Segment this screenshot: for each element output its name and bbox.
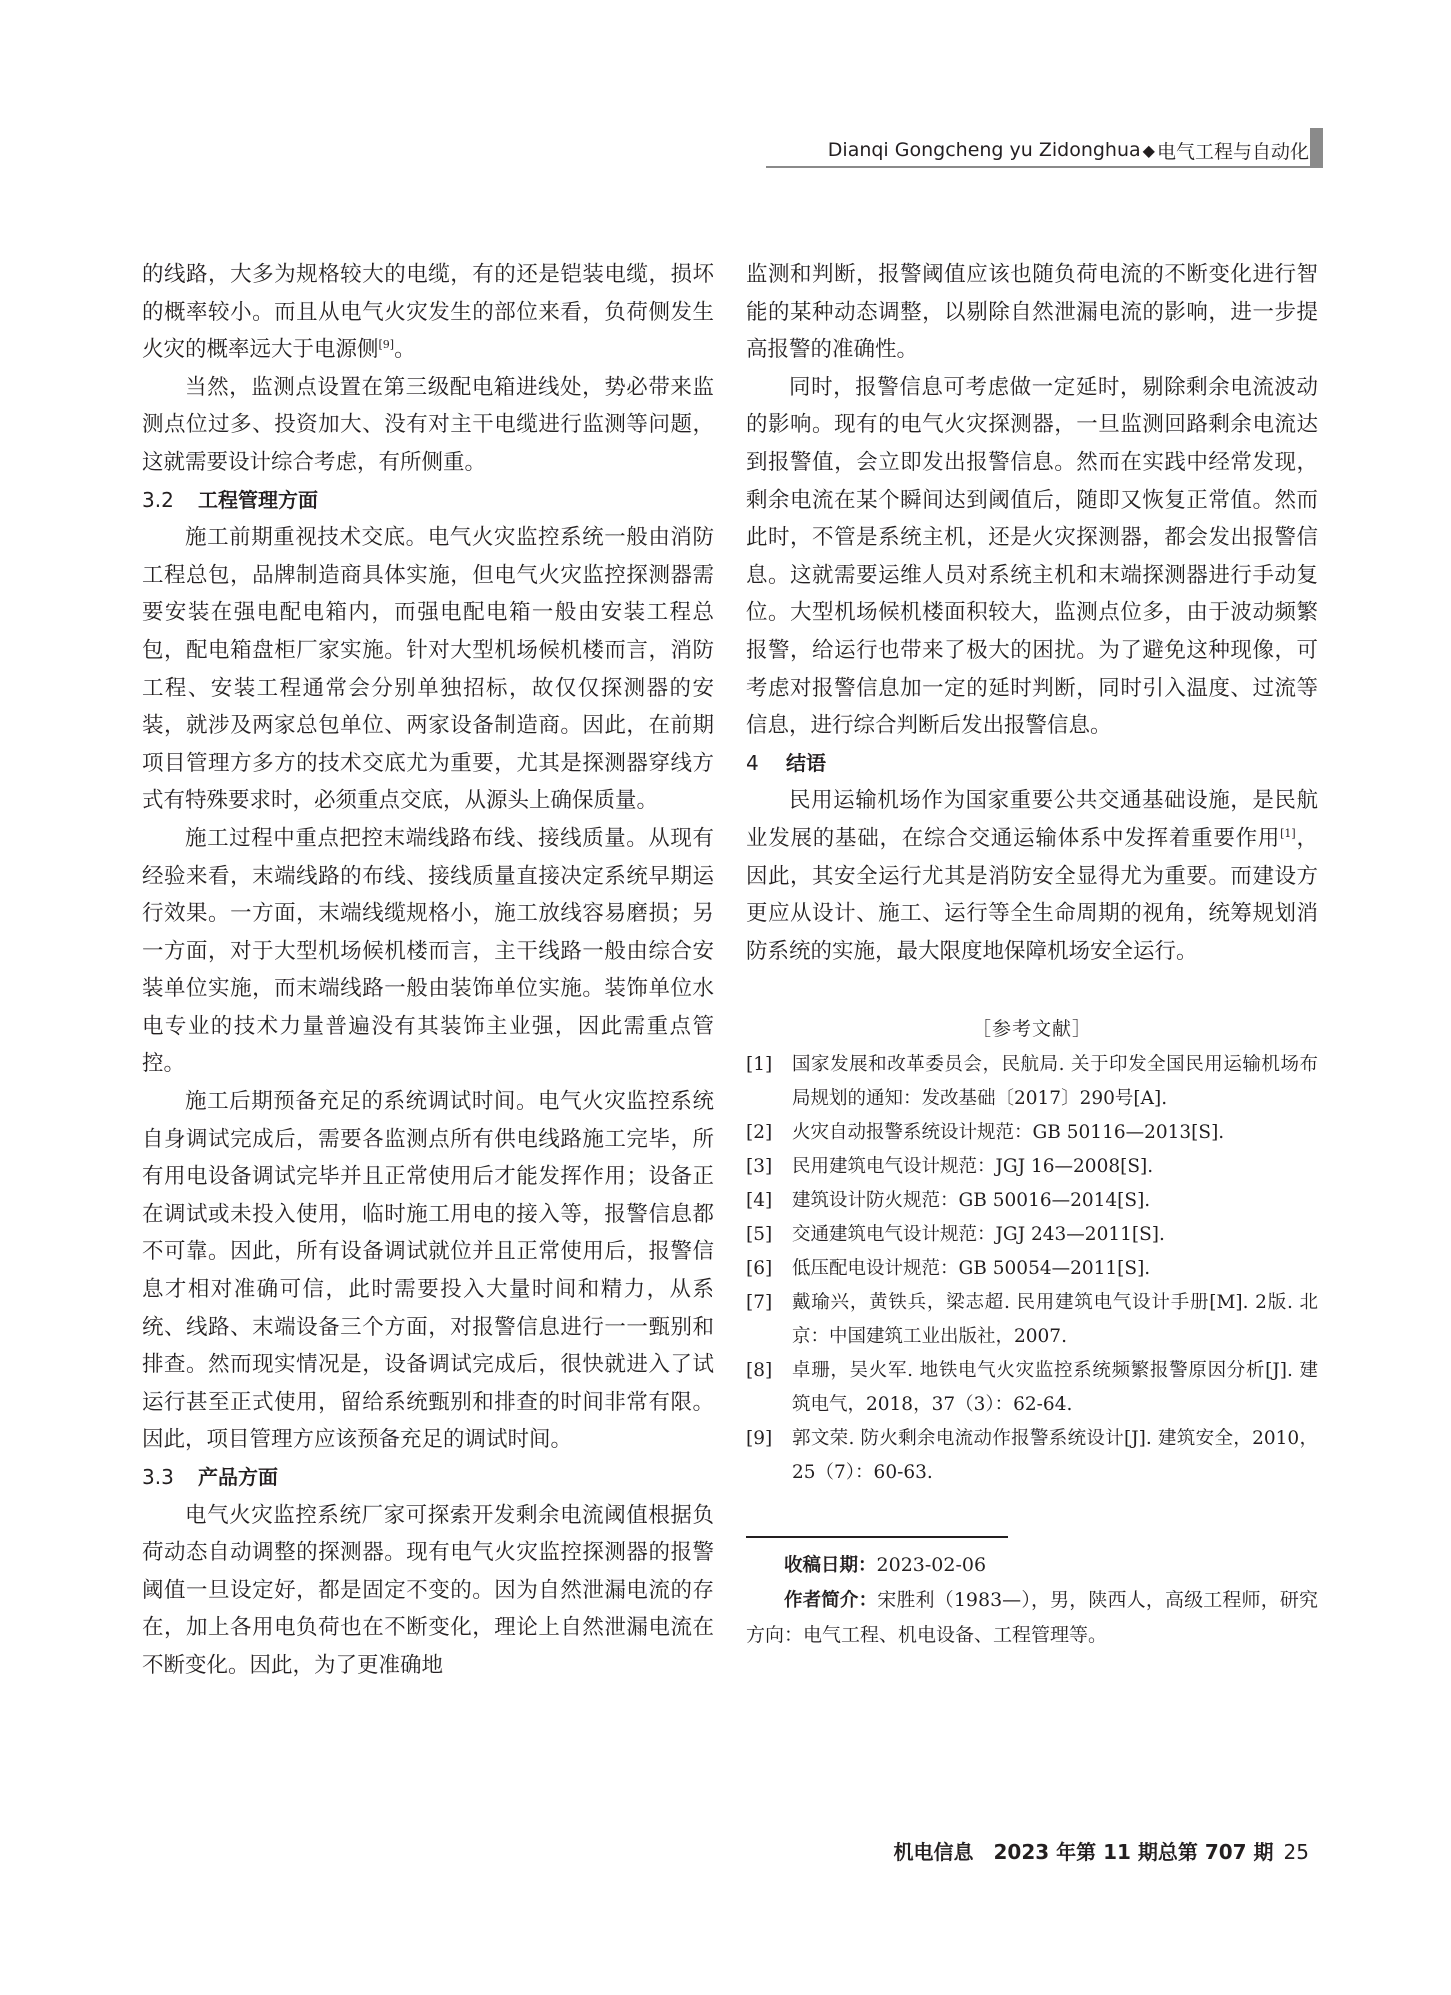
paragraph: 当然，监测点设置在第三级配电箱进线处，势必带来监测点位过多、投资加大、没有对主干电缆进行监测等问题，这就需要设计综合考虑，有所侧重。: [142, 374, 714, 475]
reference-item: [4] 建筑设计防火规范：GB 50016—2014[S].: [746, 1190, 1151, 1212]
running-head: [828, 136, 1309, 164]
reference-item: [6] 低压配电设计规范：GB 50054—2011[S].: [746, 1258, 1151, 1280]
references-title: ［参考文献］: [971, 1018, 1092, 1041]
references-list: [746, 1048, 1318, 1490]
paragraph: 的线路，大多为规格较大的电缆，有的还是铠装电缆，损坏的概率较小。而且从电气火灾发生的部位来看，负荷侧发生火灾的概率远大于电源侧[9]。: [142, 262, 714, 363]
citation-marker: [9]: [378, 338, 395, 352]
section-title: 结语: [786, 750, 826, 775]
reference-item: [3] 民用建筑电气设计规范：JGJ 16—2008[S].: [746, 1156, 1154, 1178]
page-footer: [893, 1836, 1309, 1865]
reference-item: [2] 火灾自动报警系统设计规范：GB 50116—2013[S].: [746, 1122, 1225, 1144]
running-head-title: 电气工程与自动化: [1156, 140, 1309, 163]
paragraph: 民用运输机场作为国家重要公共交通基础设施，是民航业发展的基础，在综合交通运输体系中发挥着重要作用[1]，因此，其安全运行尤其是消防安全显得尤为重要。而建设方更应从设计、施工、运行等全生命周期的视角，统筹规划消防系统的实施，最大限度地保障机场安全运行。: [746, 788, 1318, 964]
reference-item: [7] 戴瑜兴，黄铁兵，梁志超. 民用建筑电气设计手册[M]. 2版. 北京：中国建筑工业出版社，2007.: [746, 1292, 1318, 1348]
reference-item: [5] 交通建筑电气设计规范：JGJ 243—2011[S].: [746, 1224, 1165, 1246]
section-heading-3-3: [142, 1459, 714, 1497]
footnote-rule: [746, 1536, 1008, 1538]
section-number: 4: [746, 750, 759, 775]
diamond-icon: ◆: [1142, 140, 1155, 160]
section-heading-4: [746, 745, 1318, 783]
section-number: 3.2: [142, 487, 174, 512]
reference-item: [9] 郭文荣. 防火剩余电流动作报警系统设计[J]. 建筑安全，2010，25（7）：60-63.: [746, 1428, 1318, 1484]
paragraph: 监测和判断，报警阈值应该也随负荷电流的不断变化进行智能的某种动态调整，以剔除自然泄漏电流的影响，进一步提高报警的准确性。: [746, 262, 1318, 363]
citation-marker: [1]: [1280, 826, 1296, 840]
paragraph: 电气火灾监控系统厂家可探索开发剩余电流阈值根据负荷动态自动调整的探测器。现有电气火灾监控探测器的报警阈值一旦设定好，都是固定不变的。因为自然泄漏电流的存在，加上各用电负荷也在不断变化，理论上自然泄漏电流在不断变化。因此，为了更准确地: [142, 1502, 714, 1678]
paragraph: 同时，报警信息可考虑做一定延时，剔除剩余电流波动的影响。现有的电气火灾探测器，一旦监测回路剩余电流达到报警值，会立即发出报警信息。然而在实践中经常发现，剩余电流在某个瞬间达到阈值后，随即又恢复正常值。然而此时，不管是系统主机，还是火灾探测器，都会发出报警信息。这就需要运维人员对系统主机和末端探测器进行手动复位。大型机场候机楼面积较大，监测点位多，由于波动频繁报警，给运行也带来了极大的困扰。为了避免这种现像，可考虑对报警信息加一定的延时判断，同时引入温度、过流等信息，进行综合判断后发出报警信息。: [746, 374, 1318, 739]
reference-item: [8] 卓珊，吴火军. 地铁电气火灾监控系统频繁报警原因分析[J]. 建筑电气，2018，37（3）：62-64.: [746, 1360, 1318, 1416]
running-head-rule: [766, 166, 1312, 168]
right-column: [746, 256, 1318, 1652]
section-title: 产品方面: [198, 1465, 278, 1489]
running-head-bar: [1310, 128, 1323, 168]
section-title: 工程管理方面: [198, 487, 318, 512]
author-bio: 作者简介：宋胜利（1983—），男，陕西人，高级工程师，研究方向：电气工程、机电设备、工程管理等。: [746, 1588, 1318, 1646]
journal-issue: 机电信息 2023 年第 11 期总第 707 期: [893, 1840, 1274, 1864]
paragraph: 施工后期预备充足的系统调试时间。电气火灾监控系统自身调试完成后，需要各监测点所有供电线路施工完毕，所有用电设备调试完毕并且正常使用后才能发挥作用；设备正在调试或未投入使用，临时施工用电的接入等，报警信息都不可靠。因此，所有设备调试就位并且正常使用后，报警信息才相对准确可信，此时需要投入大量时间和精力，从系统、线路、末端设备三个方面，对报警信息进行一一甄别和排查。然而现实情况是，设备调试完成后，很快就进入了试运行甚至正式使用，留给系统甄别和排查的时间非常有限。因此，项目管理方应该预备充足的调试时间。: [142, 1089, 714, 1453]
section-heading-3-2: [142, 482, 714, 520]
section-number: 3.3: [142, 1465, 174, 1489]
reference-item: [1] 国家发展和改革委员会，民航局. 关于印发全国民用运输机场布局规划的通知：发改基础〔2017〕290号[A].: [746, 1054, 1318, 1110]
left-column: [142, 256, 714, 1685]
running-head-pinyin: Dianqi Gongcheng yu Zidonghua: [827, 139, 1141, 161]
paragraph: 施工前期重视技术交底。电气火灾监控系统一般由消防工程总包，品牌制造商具体实施，但电气火灾监控探测器需要安装在强电配电箱内，而强电配电箱一般由安装工程总包，配电箱盘柜厂家实施。针对大型机场候机楼而言，消防工程、安装工程通常会分别单独招标，故仅仅探测器的安装，就涉及两家总包单位、两家设备制造商。因此，在前期项目管理方多方的技术交底尤为重要，尤其是探测器穿线方式有特殊要求时，必须重点交底，从源头上确保质量。: [142, 525, 714, 814]
footnote: [746, 1548, 1318, 1652]
page-number: 25: [1283, 1840, 1309, 1864]
paragraph: 施工过程中重点把控末端线路布线、接线质量。从现有经验来看，末端线路的布线、接线质量直接决定系统早期运行效果。一方面，末端线缆规格小，施工放线容易磨损；另一方面，对于大型机场候机楼而言，主干线路一般由综合安装单位实施，而末端线路一般由装饰单位实施。装饰单位水电专业的技术力量普遍没有其装饰主业强，因此需重点管控。: [142, 825, 714, 1077]
received-date-line: 收稿日期：2023-02-06: [784, 1553, 987, 1576]
